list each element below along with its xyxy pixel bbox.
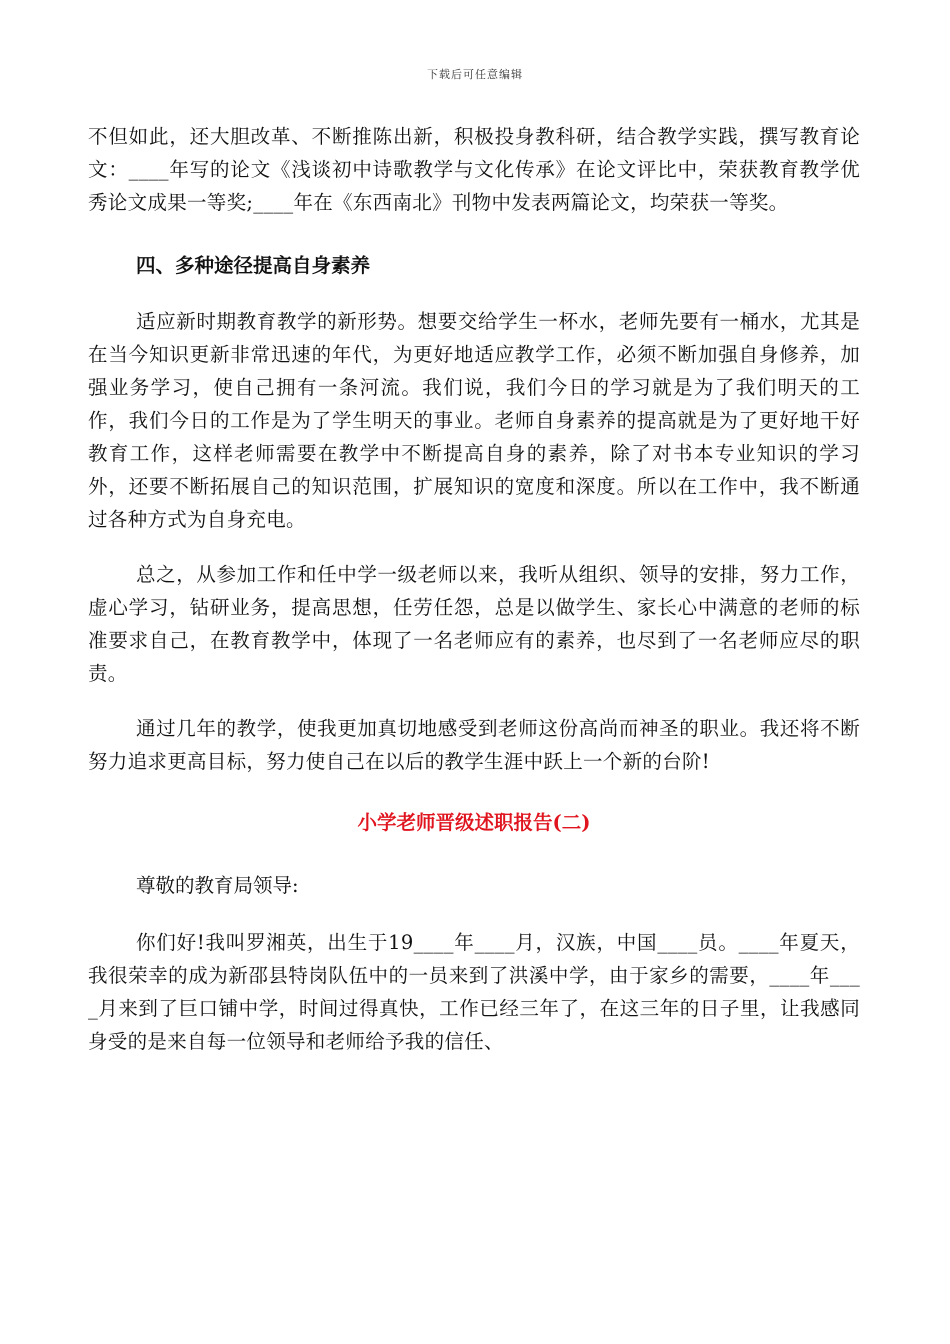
paragraph-research: 不但如此，还大胆改革、不断推陈出新，积极投身教科研，结合教学实践，撰写教育论文：____年写的论文《浅谈初中诗歌教学与文化传承》在论文评比中，荣获教育教学优秀论文成果一等奖;____年在《东西南北》刊物中发表两篇论文，均荣获一等奖。 (88, 125, 860, 214)
section-heading-self-improvement: 四、多种途径提高自身素养 (136, 254, 371, 277)
paragraph-intro: 你们好!我叫罗湘英，出生于19____年____月，汉族，中国____员。____年夏天，我很荣幸的成为新邵县特岗队伍中的一员来到了洪溪中学，由于家乡的需要，____年____月来到了巨口铺中学，时间过得真快，工作已经三年了，在这三年的日子里，让我感同身受的是来自每一位领导和老师给予我的信任、 (88, 931, 860, 1053)
document-body (88, 120, 860, 1080)
salutation: 尊敬的教育局领导: (136, 874, 299, 897)
page-header-note: 下载后可任意编辑 (427, 68, 523, 81)
paragraph-summary: 总之，从参加工作和任中学一级老师以来，我听从组织、领导的安排，努力工作，虚心学习，钻研业务，提高思想，任劳任怨，总是以做学生、家长心中满意的老师的标准要求自己，在教育教学中，体现了一名老师应有的素养，也尽到了一名老师应尽的职责。 (88, 563, 860, 685)
report-title: 小学老师晋级述职报告(二) (357, 811, 591, 834)
paragraph-self-improvement: 适应新时期教育教学的新形势。想要交给学生一杯水，老师先要有一桶水，尤其是在当今知识更新非常迅速的年代，为更好地适应教学工作，必须不断加强自身修养，加强业务学习，使自己拥有一条河流。我们说，我们今日的学习就是为了我们明天的工作，我们今日的工作是为了学生明天的事业。老师自身素养的提高就是为了更好地干好教育工作，这样老师需要在教学中不断提高自身的素养，除了对书本专业知识的学习外，还要不断拓展自己的知识范围，扩展知识的宽度和深度。所以在工作中，我不断通过各种方式为自身充电。 (88, 310, 860, 531)
paragraph-conclusion: 通过几年的教学，使我更加真切地感受到老师这份高尚而神圣的职业。我还将不断努力追求更高目标，努力使自己在以后的教学生涯中跃上一个新的台阶! (88, 717, 860, 773)
